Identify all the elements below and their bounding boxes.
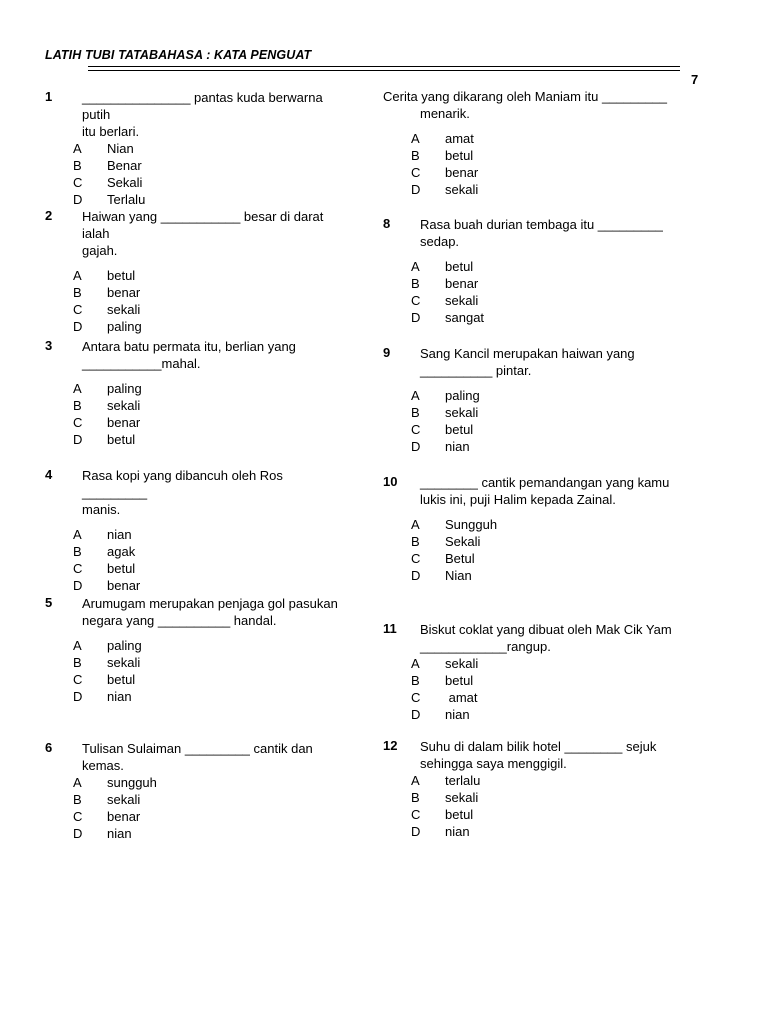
question-text [82, 740, 345, 774]
question-text [420, 474, 683, 508]
question-line: menarik. [420, 106, 470, 121]
question-line: kemas. [82, 758, 124, 773]
option-a: A paling [73, 381, 142, 396]
question-text [420, 345, 683, 379]
option-c: C sekali [411, 293, 479, 308]
header-rule-top [88, 66, 680, 67]
question-line: ____________rangup. [420, 639, 551, 654]
option-c: C amat [411, 690, 478, 705]
question-line: negara yang __________ handal. [82, 613, 277, 628]
question-number: 2 [45, 208, 53, 223]
question-text [82, 595, 345, 629]
question-11 [383, 621, 683, 723]
question-line: lukis ini, puji Halim kepada Zainal. [420, 492, 616, 507]
option-list [73, 380, 345, 448]
question-line: ________ cantik pemandangan yang kamu [420, 475, 670, 490]
option-b: B sekali [411, 405, 479, 420]
question-6 [45, 740, 345, 842]
question-line: Antara batu permata itu, berlian yang [82, 339, 296, 354]
option-list [411, 772, 683, 840]
option-d: D nian [411, 824, 470, 839]
question-text [420, 216, 683, 250]
option-list [411, 387, 683, 455]
question-9 [383, 345, 683, 455]
option-list [411, 258, 683, 326]
option-b: B sekali [73, 655, 141, 670]
question-text [82, 208, 345, 259]
question-line: sedap. [420, 234, 460, 249]
option-b: B sekali [73, 792, 141, 807]
question-line: Rasa kopi yang dibancuh oleh Ros _________ [82, 468, 283, 500]
question-line: Biskut coklat yang dibuat oleh Mak Cik Yam [420, 622, 672, 637]
option-list [411, 130, 683, 198]
option-a: A amat [411, 131, 474, 146]
worksheet-title: LATIH TUBI TATABAHASA : KATA PENGUAT [45, 48, 312, 62]
question-line: __________ pintar. [420, 363, 532, 378]
option-list [73, 526, 345, 594]
question-line: ___________mahal. [82, 356, 201, 371]
option-b: B agak [73, 544, 136, 559]
option-a: A nian [73, 527, 132, 542]
option-c: C Betul [411, 551, 475, 566]
question-1 [45, 89, 345, 208]
option-list [73, 267, 345, 335]
option-a: A betul [411, 259, 474, 274]
question-number: 4 [45, 467, 53, 482]
question-12 [383, 738, 683, 840]
option-a: A paling [411, 388, 480, 403]
page-number: 7 [691, 72, 699, 87]
option-a: A paling [73, 638, 142, 653]
option-d: D nian [73, 689, 132, 704]
question-number: 12 [383, 738, 398, 753]
option-d: D nian [73, 826, 132, 841]
option-b: B Benar [73, 158, 142, 173]
question-number: 1 [45, 89, 53, 104]
question-text [420, 621, 683, 655]
option-b: B sekali [73, 398, 141, 413]
question-10 [383, 474, 683, 584]
option-a: A sekali [411, 656, 479, 671]
question-line: itu berlari. [82, 124, 140, 139]
option-b: B betul [411, 148, 474, 163]
option-d: D nian [411, 439, 470, 454]
question-line: Haiwan yang ___________ besar di darat ialah [82, 209, 324, 241]
question-line: sehingga saya menggigil. [420, 756, 567, 771]
question-number: 6 [45, 740, 53, 755]
option-a: A terlalu [411, 773, 481, 788]
question-text [82, 89, 345, 140]
option-c: C betul [411, 422, 474, 437]
option-c: C betul [73, 561, 136, 576]
option-c: C sekali [73, 302, 141, 317]
option-c: C benar [73, 809, 141, 824]
option-d: D betul [73, 432, 136, 447]
question-7 [383, 88, 683, 198]
option-d: D Terlalu [73, 192, 146, 207]
question-number: 3 [45, 338, 53, 353]
option-c: C betul [73, 672, 136, 687]
question-text [383, 88, 683, 122]
option-a: A Nian [73, 141, 134, 156]
question-number: 8 [383, 216, 391, 231]
question-line: _______________ pantas kuda berwarna putih [82, 90, 323, 122]
question-text [420, 738, 683, 772]
option-c: C benar [411, 165, 479, 180]
question-line: Tulisan Sulaiman _________ cantik dan [82, 741, 313, 756]
option-d: D paling [73, 319, 142, 334]
question-text [82, 338, 345, 372]
question-line: Arumugam merupakan penjaga gol pasukan [82, 596, 338, 611]
option-a: A betul [73, 268, 136, 283]
question-3 [45, 338, 345, 448]
option-list [411, 655, 683, 723]
question-line: Sang Kancil merupakan haiwan yang [420, 346, 635, 361]
question-line: Rasa buah durian tembaga itu _________ [420, 217, 663, 232]
option-d: D sangat [411, 310, 485, 325]
option-c: C benar [73, 415, 141, 430]
option-c: C betul [411, 807, 474, 822]
option-b: B benar [411, 276, 479, 291]
option-list [73, 774, 345, 842]
option-list [411, 516, 683, 584]
question-number: 9 [383, 345, 391, 360]
option-b: B betul [411, 673, 474, 688]
question-8 [383, 216, 683, 326]
option-d: D benar [73, 578, 141, 593]
question-number: 10 [383, 474, 398, 489]
question-4 [45, 467, 345, 594]
header-rule-bottom [88, 70, 680, 71]
question-line: manis. [82, 502, 121, 517]
option-c: C Sekali [73, 175, 143, 190]
option-a: A sungguh [73, 775, 157, 790]
question-number: 5 [45, 595, 53, 610]
question-line: gajah. [82, 243, 118, 258]
question-number: 11 [383, 621, 397, 636]
question-2 [45, 208, 345, 335]
option-b: B Sekali [411, 534, 481, 549]
option-b: B sekali [411, 790, 479, 805]
option-list [73, 140, 345, 208]
option-list [73, 637, 345, 705]
option-a: A Sungguh [411, 517, 498, 532]
option-d: D Nian [411, 568, 472, 583]
option-d: D nian [411, 707, 470, 722]
option-d: D sekali [411, 182, 479, 197]
question-text [82, 467, 345, 518]
question-line: Cerita yang dikarang oleh Maniam itu _________ [383, 89, 668, 104]
question-line: Suhu di dalam bilik hotel ________ sejuk [420, 739, 657, 754]
option-b: B benar [73, 285, 141, 300]
question-5 [45, 595, 345, 705]
